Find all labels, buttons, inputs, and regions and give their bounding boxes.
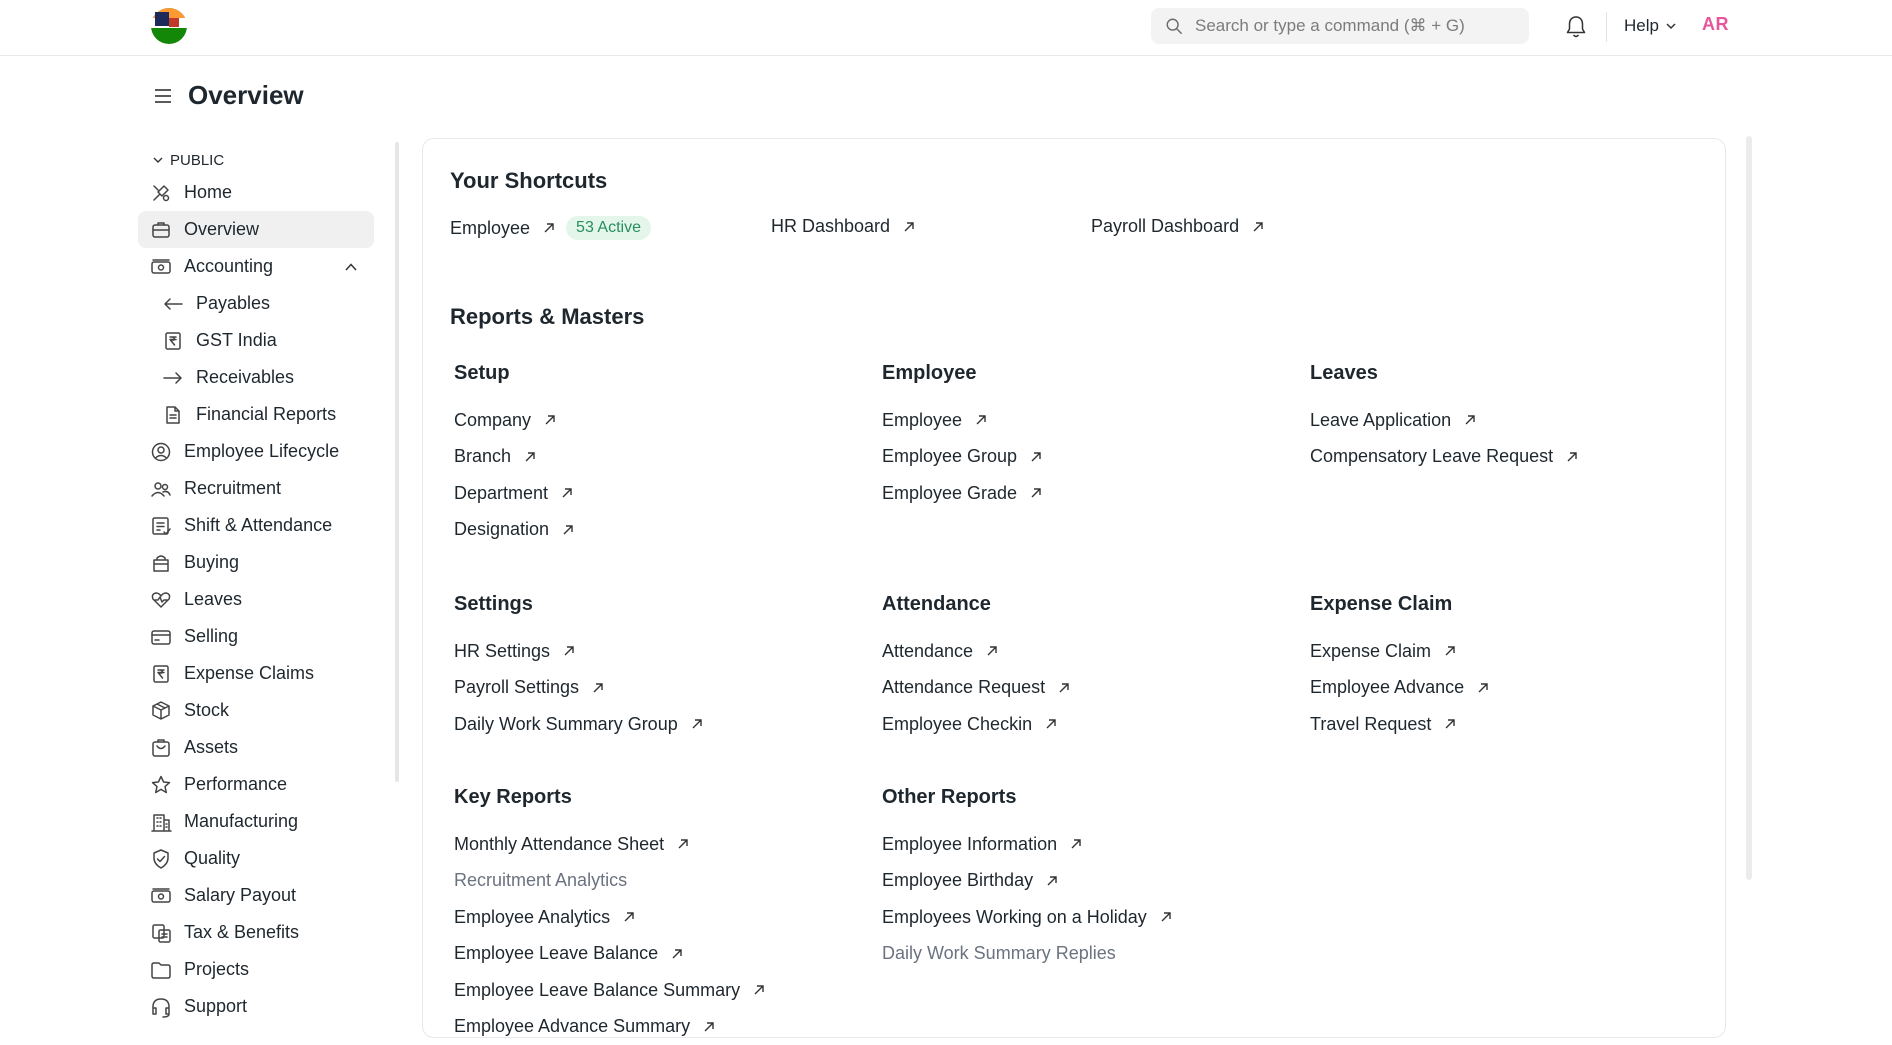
report-link-label: Recruitment Analytics — [454, 870, 627, 891]
report-link-label: HR Settings — [454, 641, 550, 662]
report-group-other-reports — [882, 786, 1173, 972]
report-link-employee-group[interactable] — [882, 439, 1043, 476]
money-icon — [150, 256, 172, 278]
sidebar-item-receivables[interactable] — [138, 359, 374, 396]
external-arrow-icon — [702, 1020, 716, 1034]
sidebar-item-label: Tax & Benefits — [184, 922, 299, 943]
report-link-label: Company — [454, 410, 531, 431]
sidebar-item-recruitment[interactable] — [138, 470, 374, 507]
report-link-label: Designation — [454, 519, 549, 540]
report-link-label: Travel Request — [1310, 714, 1431, 735]
report-link-label: Payroll Settings — [454, 677, 579, 698]
shopping-bag-icon — [150, 552, 172, 574]
report-link-label: Employee Information — [882, 834, 1057, 855]
report-link-label: Department — [454, 483, 548, 504]
report-link-payroll-settings[interactable] — [454, 670, 704, 707]
sidebar-item-label: Leaves — [184, 589, 242, 610]
sidebar-item-label: Manufacturing — [184, 811, 298, 832]
money-icon — [150, 885, 172, 907]
external-arrow-icon — [1057, 681, 1071, 695]
file-icon — [162, 404, 184, 426]
building-icon — [150, 811, 172, 833]
external-arrow-icon — [1044, 717, 1058, 731]
external-arrow-icon — [985, 644, 999, 658]
search-input[interactable] — [1195, 16, 1515, 36]
arrow-left-icon — [162, 293, 184, 315]
sidebar-item-label: Financial Reports — [196, 404, 336, 425]
sidebar-item-label: Employee Lifecycle — [184, 441, 339, 462]
sidebar-item-payables[interactable] — [138, 285, 374, 322]
tools-icon — [150, 182, 172, 204]
sidebar-item-label: GST India — [196, 330, 277, 351]
box-icon — [150, 700, 172, 722]
shortcut-employee[interactable] — [450, 216, 651, 240]
report-link-label: Employee Leave Balance — [454, 943, 658, 964]
report-link-employee-leave-balance-summary[interactable] — [454, 972, 766, 1009]
external-arrow-icon — [1029, 450, 1043, 464]
sidebar — [138, 146, 374, 1025]
report-group-employee — [882, 362, 1043, 512]
report-group-title: Employee — [882, 362, 1043, 388]
report-link-leave-application[interactable] — [1310, 402, 1579, 439]
external-arrow-icon — [1476, 681, 1490, 695]
report-group-title: Setup — [454, 362, 575, 388]
report-link-monthly-attendance-sheet[interactable] — [454, 826, 766, 863]
headset-icon — [150, 996, 172, 1018]
help-label: Help — [1624, 16, 1659, 36]
navbar-divider — [1606, 12, 1607, 42]
report-link-recruitment-analytics[interactable] — [454, 863, 766, 900]
external-arrow-icon — [752, 983, 766, 997]
report-link-employee-birthday[interactable] — [882, 863, 1173, 900]
search-icon — [1165, 17, 1183, 35]
help-dropdown[interactable] — [1624, 16, 1677, 36]
sidebar-item-label: Salary Payout — [184, 885, 296, 906]
sidebar-item-label: Shift & Attendance — [184, 515, 332, 536]
external-arrow-icon — [560, 486, 574, 500]
sidebar-item-shift-and-attendance[interactable] — [138, 507, 374, 544]
page-title: Overview — [188, 80, 304, 111]
external-arrow-icon — [1443, 717, 1457, 731]
external-arrow-icon — [1045, 874, 1059, 888]
external-arrow-icon — [543, 413, 557, 427]
sidebar-item-gst-india[interactable] — [138, 322, 374, 359]
report-link-attendance-request[interactable] — [882, 670, 1071, 707]
report-link-employee-analytics[interactable] — [454, 899, 766, 936]
external-arrow-icon — [1443, 644, 1457, 658]
external-arrow-icon — [1029, 486, 1043, 500]
tax-icon — [150, 922, 172, 944]
shortcut-label: HR Dashboard — [771, 216, 890, 237]
external-arrow-icon — [622, 910, 636, 924]
report-link-travel-request[interactable] — [1310, 706, 1490, 743]
reports-heading: Reports & Masters — [450, 304, 644, 330]
sidebar-section-public[interactable] — [138, 146, 374, 174]
report-link-daily-work-summary-group[interactable] — [454, 706, 704, 743]
report-group-setup — [454, 362, 575, 548]
heartbeat-icon — [150, 589, 172, 611]
sidebar-item-financial-reports[interactable] — [138, 396, 374, 433]
shortcut-payroll-dashboard[interactable] — [1091, 216, 1265, 237]
sidebar-item-label: Assets — [184, 737, 238, 758]
chevron-up-icon[interactable] — [344, 260, 358, 274]
report-link-label: Employee Birthday — [882, 870, 1033, 891]
chevron-down-icon — [152, 154, 164, 166]
shortcuts-heading: Your Shortcuts — [450, 168, 607, 194]
navbar — [0, 0, 1892, 56]
sidebar-item-label: Support — [184, 996, 247, 1017]
report-link-department[interactable] — [454, 475, 575, 512]
sidebar-item-employee-lifecycle[interactable] — [138, 433, 374, 470]
report-group-expense-claim — [1310, 593, 1490, 743]
external-arrow-icon — [1251, 220, 1265, 234]
external-arrow-icon — [1069, 837, 1083, 851]
shortcut-hr-dashboard[interactable] — [771, 216, 916, 237]
sidebar-toggle-icon[interactable] — [152, 85, 174, 107]
external-arrow-icon — [974, 413, 988, 427]
report-link-employee-leave-balance[interactable] — [454, 936, 766, 973]
report-group-title: Attendance — [882, 593, 1071, 619]
sidebar-item-label: Recruitment — [184, 478, 281, 499]
rupee-doc-icon — [150, 663, 172, 685]
report-link-compensatory-leave-request[interactable] — [1310, 439, 1579, 476]
sidebar-item-label: Quality — [184, 848, 240, 869]
report-link-label: Monthly Attendance Sheet — [454, 834, 664, 855]
external-arrow-icon — [523, 450, 537, 464]
report-link-employee-advance[interactable] — [1310, 670, 1490, 707]
report-group-title: Leaves — [1310, 362, 1579, 388]
sidebar-item-accounting[interactable] — [138, 248, 374, 285]
clipboard-icon — [150, 515, 172, 537]
report-link-label: Employee — [882, 410, 962, 431]
users-icon — [150, 478, 172, 500]
external-arrow-icon — [561, 523, 575, 537]
rupee-doc-icon — [162, 330, 184, 352]
sidebar-item-salary-payout[interactable] — [138, 877, 374, 914]
sidebar-item-label: Home — [184, 182, 232, 203]
sidebar-item-home[interactable] — [138, 174, 374, 211]
sidebar-item-label: Performance — [184, 774, 287, 795]
report-group-settings — [454, 593, 704, 743]
report-group-title: Expense Claim — [1310, 593, 1490, 619]
app-logo[interactable] — [151, 8, 187, 44]
sidebar-item-stock[interactable] — [138, 692, 374, 729]
sidebar-scrollbar[interactable] — [395, 142, 399, 782]
sidebar-item-tax-and-benefits[interactable] — [138, 914, 374, 951]
report-link-employee-advance-summary[interactable] — [454, 1009, 766, 1045]
report-link-expense-claim[interactable] — [1310, 633, 1490, 670]
report-link-label: Attendance Request — [882, 677, 1045, 698]
report-link-label: Leave Application — [1310, 410, 1451, 431]
card-icon — [150, 626, 172, 648]
external-arrow-icon — [591, 681, 605, 695]
sidebar-item-label: Selling — [184, 626, 238, 647]
report-link-label: Employee Leave Balance Summary — [454, 980, 740, 1001]
sidebar-section-label: PUBLIC — [170, 152, 224, 169]
report-group-title: Other Reports — [882, 786, 1173, 812]
external-arrow-icon — [690, 717, 704, 731]
sidebar-item-expense-claims[interactable] — [138, 655, 374, 692]
sidebar-item-leaves[interactable] — [138, 581, 374, 618]
report-link-company[interactable] — [454, 402, 575, 439]
report-group-leaves — [1310, 362, 1579, 475]
chevron-down-icon — [1665, 20, 1677, 32]
report-link-label: Compensatory Leave Request — [1310, 446, 1553, 467]
report-link-designation[interactable] — [454, 512, 575, 549]
report-group-title: Settings — [454, 593, 704, 619]
sidebar-item-label: Projects — [184, 959, 249, 980]
shortcut-label: Employee — [450, 218, 530, 239]
report-link-hr-settings[interactable] — [454, 633, 704, 670]
report-link-employees-working-on-a-holiday[interactable] — [882, 899, 1173, 936]
sidebar-item-label: Overview — [184, 219, 259, 240]
sidebar-item-support[interactable] — [138, 988, 374, 1025]
report-link-label: Daily Work Summary Group — [454, 714, 678, 735]
bag-icon — [150, 737, 172, 759]
report-link-label: Employee Checkin — [882, 714, 1032, 735]
report-link-label: Attendance — [882, 641, 973, 662]
report-link-label: Employee Advance Summary — [454, 1016, 690, 1037]
report-link-employee[interactable] — [882, 402, 1043, 439]
shortcut-label: Payroll Dashboard — [1091, 216, 1239, 237]
page-scrollbar[interactable] — [1746, 136, 1752, 880]
report-link-label: Employee Grade — [882, 483, 1017, 504]
shield-check-icon — [150, 848, 172, 870]
report-group-key-reports — [454, 786, 766, 1045]
report-group-title: Key Reports — [454, 786, 766, 812]
report-group-attendance — [882, 593, 1071, 743]
report-link-employee-grade[interactable] — [882, 475, 1043, 512]
sidebar-item-label: Payables — [196, 293, 270, 314]
sidebar-item-label: Buying — [184, 552, 239, 573]
report-link-branch[interactable] — [454, 439, 575, 476]
external-arrow-icon — [902, 220, 916, 234]
sidebar-item-overview[interactable] — [138, 211, 374, 248]
sidebar-item-label: Receivables — [196, 367, 294, 388]
search-bar[interactable] — [1151, 8, 1529, 44]
report-link-attendance[interactable] — [882, 633, 1071, 670]
report-link-employee-information[interactable] — [882, 826, 1173, 863]
star-icon — [150, 774, 172, 796]
external-arrow-icon — [1463, 413, 1477, 427]
notification-bell-icon[interactable] — [1565, 15, 1587, 39]
external-arrow-icon — [670, 947, 684, 961]
external-arrow-icon — [676, 837, 690, 851]
sidebar-item-selling[interactable] — [138, 618, 374, 655]
report-link-label: Employees Working on a Holiday — [882, 907, 1147, 928]
sidebar-item-label: Stock — [184, 700, 229, 721]
sidebar-item-manufacturing[interactable] — [138, 803, 374, 840]
external-arrow-icon — [1565, 450, 1579, 464]
sidebar-item-buying[interactable] — [138, 544, 374, 581]
report-link-label: Daily Work Summary Replies — [882, 943, 1116, 964]
sidebar-item-label: Expense Claims — [184, 663, 314, 684]
report-link-daily-work-summary-replies[interactable] — [882, 936, 1173, 973]
user-avatar[interactable]: AR — [1702, 14, 1729, 35]
report-link-label: Expense Claim — [1310, 641, 1431, 662]
sidebar-item-performance[interactable] — [138, 766, 374, 803]
report-link-label: Branch — [454, 446, 511, 467]
active-count-badge: 53 Active — [566, 216, 651, 240]
page-head — [152, 80, 304, 111]
report-link-label: Employee Group — [882, 446, 1017, 467]
report-link-label: Employee Analytics — [454, 907, 610, 928]
external-arrow-icon — [542, 221, 556, 235]
sidebar-item-label: Accounting — [184, 256, 273, 277]
folder-icon — [150, 959, 172, 981]
external-arrow-icon — [1159, 910, 1173, 924]
user-circle-icon — [150, 441, 172, 463]
arrow-right-icon — [162, 367, 184, 389]
briefcase-icon — [150, 219, 172, 241]
report-link-label: Employee Advance — [1310, 677, 1464, 698]
sidebar-item-quality[interactable] — [138, 840, 374, 877]
sidebar-item-projects[interactable] — [138, 951, 374, 988]
external-arrow-icon — [562, 644, 576, 658]
report-link-employee-checkin[interactable] — [882, 706, 1071, 743]
sidebar-item-assets[interactable] — [138, 729, 374, 766]
